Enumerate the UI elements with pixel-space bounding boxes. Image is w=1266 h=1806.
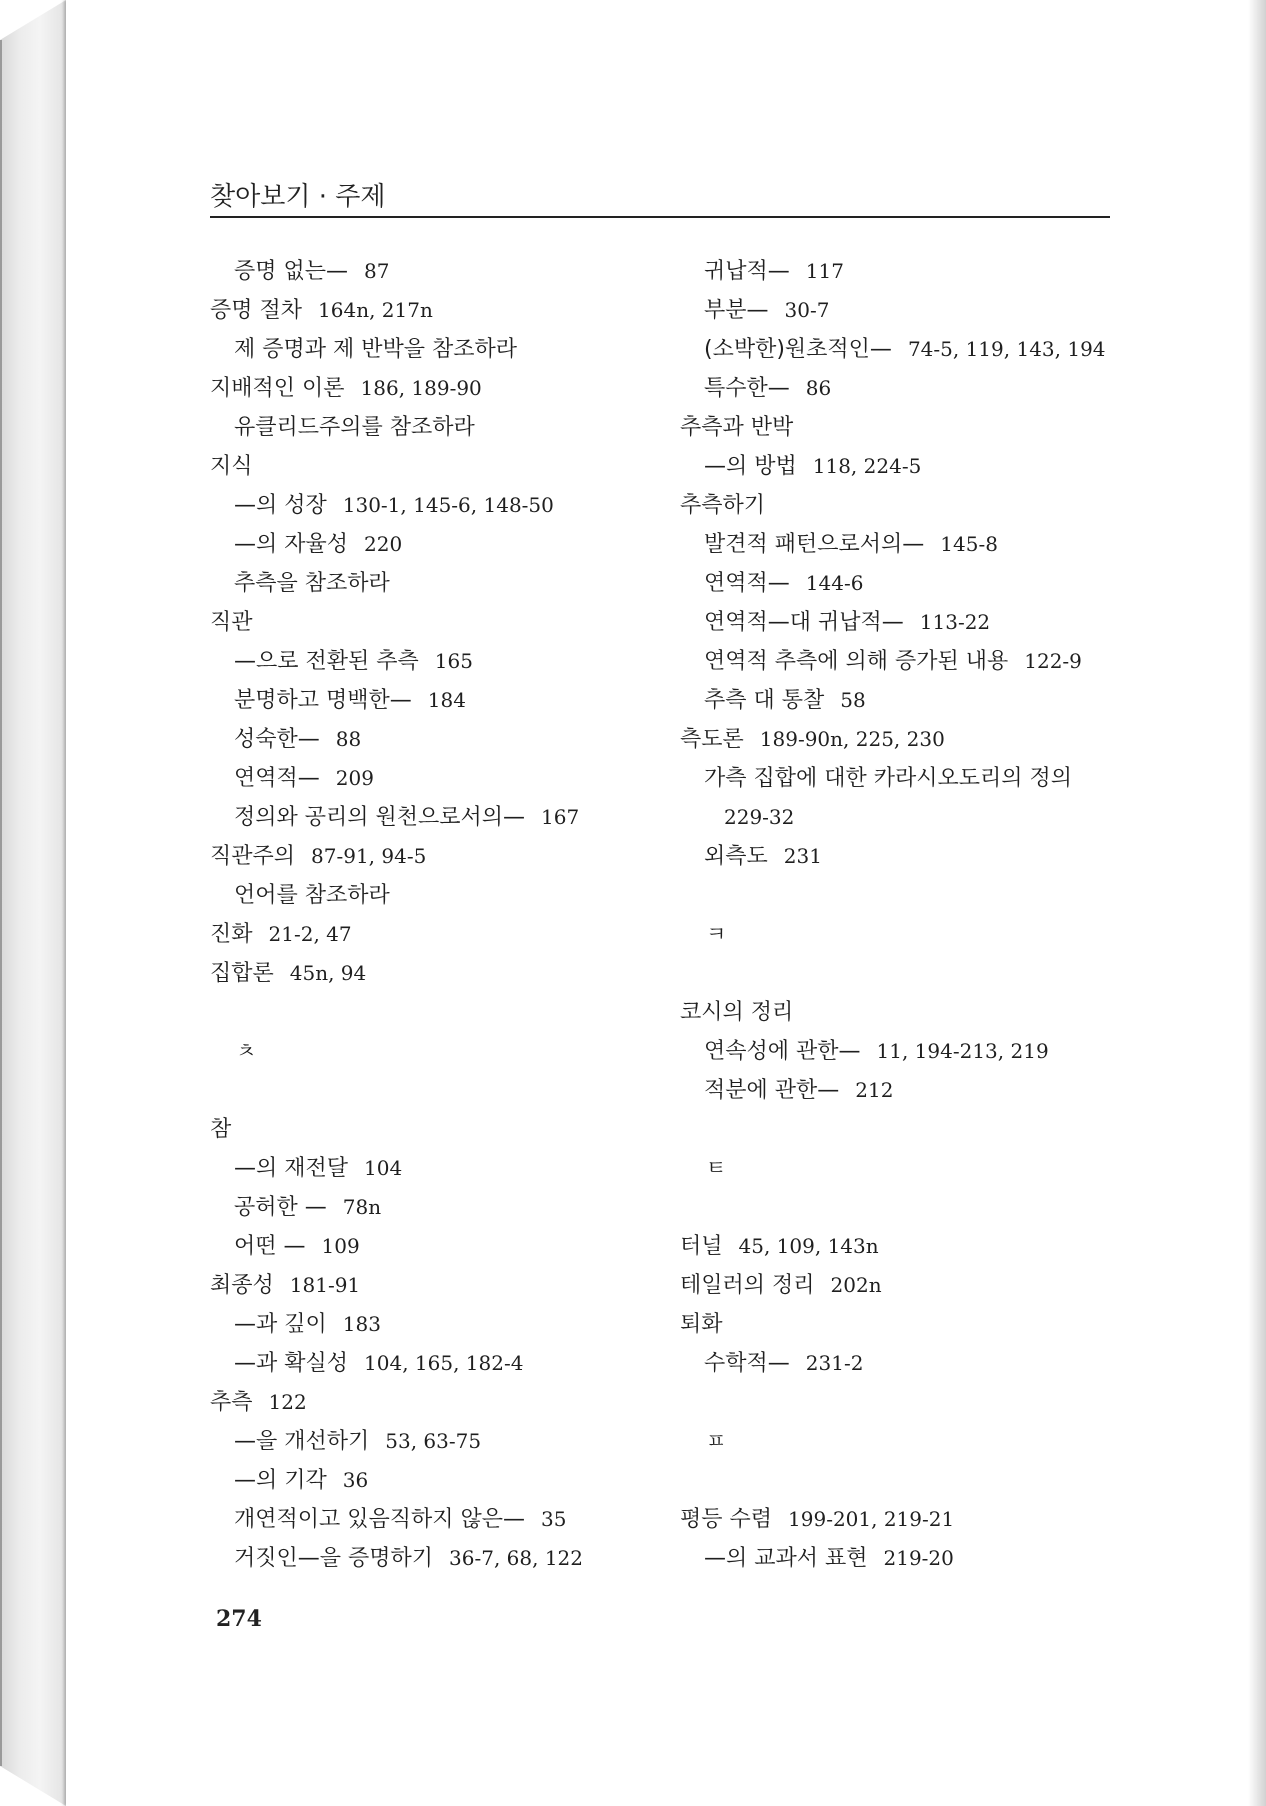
index-term: —을 개선하기 <box>234 1429 370 1454</box>
index-page-refs <box>793 415 809 439</box>
section-letter-heading: ㅋ <box>706 922 727 946</box>
index-page-refs <box>390 571 406 595</box>
index-entry <box>680 720 1150 759</box>
index-term: 지배적인 이론 <box>210 376 345 401</box>
index-term: 코시의 정리 <box>680 1000 794 1025</box>
index-term: 연역적— <box>234 766 320 791</box>
index-page-refs: 231 <box>783 844 822 868</box>
index-term: 발견적 패턴으로서의— <box>704 532 925 557</box>
index-term: —의 교과서 표현 <box>704 1546 868 1571</box>
index-subentry <box>210 1227 680 1266</box>
index-term: —의 기각 <box>234 1468 327 1493</box>
index-term: 유클리드주의를 참조하라 <box>234 415 475 440</box>
index-entry <box>210 954 680 993</box>
index-page-refs: 45, 109, 143n <box>738 1234 879 1258</box>
index-page-refs: 58 <box>840 688 866 712</box>
index-page-refs <box>390 883 406 907</box>
index-term: 언어를 참조하라 <box>234 883 390 908</box>
index-page-refs: 45n, 94 <box>289 961 367 985</box>
index-subentry <box>210 642 680 681</box>
index-term: 증명 절차 <box>210 298 303 323</box>
index-page-refs: 122-9 <box>1024 649 1082 673</box>
index-subentry <box>210 525 680 564</box>
index-subentry <box>680 1539 1150 1578</box>
index-term: 지식 <box>210 454 253 479</box>
index-page-refs <box>231 1117 247 1141</box>
index-subentry <box>680 564 1150 603</box>
index-page-refs: 87 <box>364 259 390 283</box>
index-subentry <box>210 720 680 759</box>
index-subentry <box>680 759 1150 798</box>
index-subentry <box>680 252 1150 291</box>
section-letter-heading: ㅍ <box>706 1429 727 1453</box>
index-term: 귀납적— <box>704 259 790 284</box>
index-page-refs: 209 <box>335 766 374 790</box>
index-page-refs: 78n <box>342 1195 382 1219</box>
index-term: 분명하고 명백한— <box>234 688 412 713</box>
index-page-refs: 36-7, 68, 122 <box>449 1546 583 1570</box>
index-page-refs: 88 <box>335 727 362 751</box>
index-page-refs: 231-2 <box>805 1351 864 1375</box>
index-term: 추측을 참조하라 <box>234 571 390 596</box>
index-page-refs: 86 <box>805 376 832 400</box>
index-entry <box>680 1305 1150 1344</box>
index-page-refs: 113-22 <box>919 610 991 634</box>
index-term: —의 성장 <box>234 493 327 518</box>
index-page-refs: 118, 224-5 <box>812 454 922 478</box>
index-term: 최종성 <box>210 1273 274 1298</box>
index-term: 증명 없는— <box>234 259 349 284</box>
section-spacer <box>680 1110 1150 1149</box>
section-spacer <box>210 993 680 1032</box>
index-page-refs: 219-20 <box>883 1546 954 1570</box>
index-term: 공허한 — <box>234 1195 327 1220</box>
index-term: 부분— <box>704 298 769 323</box>
index-subentry <box>680 1071 1150 1110</box>
index-page-refs: 167 <box>541 805 580 829</box>
index-term: 연속성에 관한— <box>704 1039 861 1064</box>
index-subentry <box>210 876 680 915</box>
index-term: 추측 <box>210 1390 253 1415</box>
index-subentry <box>210 1461 680 1500</box>
index-entry <box>210 447 680 486</box>
index-page-refs: 35 <box>541 1507 567 1531</box>
index-page-refs: 229-32 <box>724 805 795 829</box>
index-term: 터널 <box>680 1234 723 1259</box>
index-term: —의 자율성 <box>234 532 349 557</box>
index-page-refs: 21-2, 47 <box>268 922 352 946</box>
index-term: 적분에 관한— <box>704 1078 840 1103</box>
index-subentry <box>680 1344 1150 1383</box>
section-spacer <box>680 876 1150 915</box>
index-page-refs: 199-201, 219-21 <box>788 1507 955 1531</box>
index-page-refs <box>475 415 491 439</box>
index-term: 직관 <box>210 610 253 635</box>
index-entry <box>680 408 1150 447</box>
book-spine-edge <box>0 40 2 1766</box>
index-subentry <box>680 525 1150 564</box>
index-term: 진화 <box>210 922 253 947</box>
index-subentry <box>680 447 1150 486</box>
section-spacer <box>680 1188 1150 1227</box>
index-term: 추측하기 <box>680 493 766 518</box>
index-subentry <box>680 798 1150 837</box>
index-subentry <box>680 369 1150 408</box>
index-term: 제 증명과 제 반박을 참조하라 <box>234 337 517 362</box>
index-term: 성숙한— <box>234 727 320 752</box>
index-term: 직관주의 <box>210 844 296 869</box>
index-term: 평등 수렴 <box>680 1507 773 1532</box>
index-subentry <box>210 564 680 603</box>
section-spacer <box>680 1461 1150 1500</box>
index-term: 수학적— <box>704 1351 790 1376</box>
index-term: 거짓인—을 증명하기 <box>234 1546 434 1571</box>
index-page-refs <box>723 1312 739 1336</box>
running-head-rule <box>210 216 1110 218</box>
index-page-refs <box>765 493 781 517</box>
index-page-refs: 87-91, 94-5 <box>311 844 427 868</box>
index-term: —의 방법 <box>704 454 797 479</box>
index-subentry <box>210 681 680 720</box>
index-page-refs: 117 <box>805 259 844 283</box>
index-entry <box>210 837 680 876</box>
index-page-refs: 165 <box>434 649 473 673</box>
index-entry <box>680 1227 1150 1266</box>
section-letter-heading: ㅌ <box>706 1156 727 1180</box>
index-term: 측도론 <box>680 727 744 752</box>
index-subentry <box>210 1500 680 1539</box>
index-subentry <box>680 681 1150 720</box>
index-page-refs <box>253 454 269 478</box>
index-subentry <box>210 1422 680 1461</box>
index-page-refs <box>253 610 269 634</box>
index-term: 연역적 추측에 의해 증가된 내용 <box>704 649 1009 674</box>
index-entry <box>210 1110 680 1149</box>
index-page-refs <box>517 337 533 361</box>
index-page-refs: 74-5, 119, 143, 194 <box>907 337 1106 361</box>
index-term: 테일러의 정리 <box>680 1273 815 1298</box>
index-subentry <box>210 759 680 798</box>
index-subentry <box>680 603 1150 642</box>
index-term: 어떤 — <box>234 1234 306 1259</box>
index-page-refs: 181-91 <box>289 1273 361 1297</box>
index-page-refs <box>1072 766 1088 790</box>
index-entry <box>680 1500 1150 1539</box>
index-page-refs: 104, 165, 182-4 <box>364 1351 524 1375</box>
index-subentry <box>210 1305 680 1344</box>
index-subentry <box>210 1344 680 1383</box>
index-column-right <box>680 252 1150 1578</box>
index-page-refs: 145-8 <box>940 532 998 556</box>
index-term: 개연적이고 있음직하지 않은— <box>234 1507 526 1532</box>
index-page-refs: 212 <box>855 1078 894 1102</box>
index-subentry <box>210 252 680 291</box>
index-page-refs: 144-6 <box>805 571 864 595</box>
index-entry <box>680 1266 1150 1305</box>
index-entry <box>210 369 680 408</box>
section-spacer <box>680 1383 1150 1422</box>
book-page <box>66 0 1266 1806</box>
index-page-refs: 130-1, 145-6, 148-50 <box>342 493 554 517</box>
page-edge-shadow <box>1248 0 1266 1806</box>
index-subentry <box>680 1032 1150 1071</box>
index-subentry <box>680 330 1150 369</box>
index-subentry <box>210 330 680 369</box>
index-term: 추측 대 통찰 <box>704 688 825 713</box>
index-entry <box>210 1383 680 1422</box>
index-entry <box>210 915 680 954</box>
index-term: —으로 전환된 추측 <box>234 649 419 674</box>
index-page-refs: 220 <box>364 532 403 556</box>
index-term: 특수한— <box>704 376 790 401</box>
index-entry <box>680 486 1150 525</box>
index-subentry <box>210 798 680 837</box>
index-subentry <box>680 291 1150 330</box>
index-term: 연역적—대 귀납적— <box>704 610 904 635</box>
index-page-refs: 11, 194-213, 219 <box>876 1039 1049 1063</box>
index-term: 가측 집합에 대한 카라시오도리의 정의 <box>704 766 1073 791</box>
index-subentry <box>210 1149 680 1188</box>
index-column-left <box>210 252 680 1578</box>
index-subentry <box>210 1188 680 1227</box>
index-term: 집합론 <box>210 961 274 986</box>
index-term: (소박한)원초적인— <box>704 337 892 362</box>
index-term: 참 <box>210 1117 232 1142</box>
index-term: 정의와 공리의 원천으로서의— <box>234 805 526 830</box>
index-page-refs: 109 <box>321 1234 360 1258</box>
index-subentry <box>210 408 680 447</box>
index-entry <box>210 603 680 642</box>
index-page-refs: 184 <box>427 688 466 712</box>
index-subentry <box>680 642 1150 681</box>
index-page-refs: 164n, 217n <box>318 298 433 322</box>
index-page-refs: 202n <box>830 1273 882 1297</box>
index-page-refs: 104 <box>364 1156 403 1180</box>
index-term: 외측도 <box>704 844 768 869</box>
index-entry <box>680 993 1150 1032</box>
index-term: 연역적— <box>704 571 790 596</box>
index-page-refs: 189-90n, 225, 230 <box>759 727 945 751</box>
index-term: —과 깊이 <box>234 1312 327 1337</box>
index-entry <box>210 291 680 330</box>
index-entry <box>210 1266 680 1305</box>
index-term: —의 재전달 <box>234 1156 349 1181</box>
index-subentry <box>680 837 1150 876</box>
running-head: 찾아보기 · 주제 <box>210 182 386 212</box>
index-page-refs: 30-7 <box>784 298 830 322</box>
section-letter-heading: ㅊ <box>236 1039 257 1063</box>
index-subentry <box>210 486 680 525</box>
index-term: —과 확실성 <box>234 1351 349 1376</box>
index-page-refs: 53, 63-75 <box>385 1429 482 1453</box>
index-page-refs: 122 <box>268 1390 307 1414</box>
book-spine <box>0 0 66 1806</box>
index-term: 추측과 반박 <box>680 415 794 440</box>
index-term: 퇴화 <box>680 1312 723 1337</box>
index-page-refs: 36 <box>342 1468 369 1492</box>
index-page-refs <box>793 1000 809 1024</box>
section-spacer <box>210 1071 680 1110</box>
section-spacer <box>680 954 1150 993</box>
index-subentry <box>210 1539 680 1578</box>
page-number: 274 <box>216 1606 262 1632</box>
index-page-refs: 183 <box>342 1312 381 1336</box>
index-page-refs: 186, 189-90 <box>360 376 482 400</box>
